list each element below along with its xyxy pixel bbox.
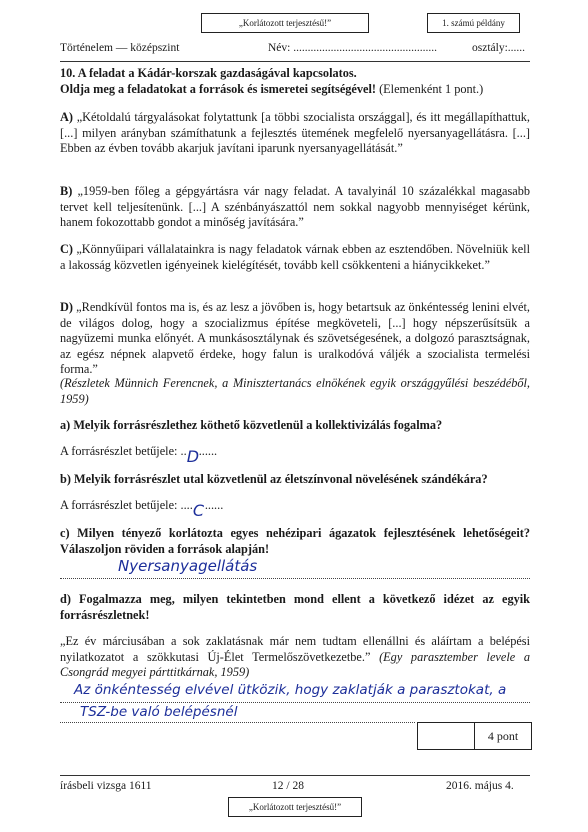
page-number: 12 / 28 (272, 780, 304, 792)
answer-b-label (60, 498, 224, 520)
quote-source: (Egy parasztember levele a Csongrád megyei párttitkárnak, 1959) (60, 649, 530, 680)
subject-label: Történelem — középszint (60, 42, 180, 54)
instruction-points: (Elemenként 1 pont.) (376, 82, 484, 96)
answer-d-line-2 (60, 722, 415, 723)
answer-d-handwriting-line2[interactable]: TSZ-be való belépésnél (80, 704, 238, 720)
class-field: osztály:...... (472, 42, 526, 54)
answer-a-handwriting[interactable]: D (186, 447, 200, 466)
answer-c-handwriting[interactable]: Nyersanyagellátás (118, 557, 258, 575)
score-label: 4 pont (487, 729, 519, 743)
score-empty-cell (418, 723, 475, 749)
question-d: d) Fogalmazza meg, milyen tekintetben mond ellent a következő idézet az egyik forrásrészletnek! (60, 592, 530, 622)
footer-restricted-box: „Korlátozott terjesztésű!” (228, 797, 362, 817)
source-letter: C) (60, 242, 73, 256)
header-rule (60, 61, 530, 62)
source-d (60, 300, 530, 378)
source-letter: B) (60, 184, 73, 198)
answer-d-line-1 (60, 702, 530, 703)
question-d-quote (60, 634, 530, 681)
answer-label: A forrásrészlet betűjele: .... (60, 498, 193, 512)
source-text: „Kétoldalú tárgyalásokat folytattunk [a többi szocialista országgal], és itt megállapíthattuk, [...] milyen arányban számíthatunk a fejlesztés ütemének megfelelő nyersanyagellátásra. [...] Ebben az évben tovább akarjuk javítani iparunk nyersanyagellátását.” (60, 110, 530, 156)
source-text: „Rendkívül fontos ma is, és az lesz a jövőben is, hogy betartsuk az önkéntesség lenini elvét, de világos dolog, hogy a szocializmus építése megköveteli, [...] hogy népszerűsítsük a nagyüzemi munka előnyét. A munkásosztálynak és szövetségesének, a dolgozó parasztságnak, az egész népnek alapvető érdeke, hogy falun is uralkodóvá váljék a szocialista termelési forma.” (60, 300, 530, 377)
answer-a-label (60, 444, 218, 466)
answer-dots: ...... (204, 498, 224, 512)
question-b: b) Melyik forrásrészlet utal közvetlenül az életszínvonal növelésének szándékára? (60, 472, 488, 486)
footer-exam-label: írásbeli vizsga 1611 (60, 780, 152, 792)
answer-label: A forrásrészlet betűjele: .. (60, 444, 187, 458)
name-field: Név: .................................................. (268, 42, 437, 54)
instruction-bold: Oldja meg a feladatokat a források és ismeretei segítségével! (60, 82, 376, 96)
answer-b-handwriting[interactable]: C (192, 501, 204, 520)
source-text: „Könnyűipari vállalatainkra is nagy feladatok várnak ebben az esztendőben. Növelniük kell a lakosság közvetlen igényeinek kielégítését, tovább kell csökkenteni a hiánycikkeket.” (60, 242, 530, 272)
score-box (417, 722, 532, 750)
copy-number-box: 1. számú példány (427, 13, 520, 33)
source-letter: D) (60, 300, 73, 314)
quote-text: „Ez év márciusában a sok zaklatásnak már nem tudtam ellenállni és aláírtam a belépési nyilatkozatot a szökkutasi Új-Élet Termelőszövetkezetbe.” (60, 634, 530, 664)
restricted-distribution-box: „Korlátozott terjesztésű!” (201, 13, 369, 33)
answer-d-handwriting-line1[interactable]: Az önkéntesség elvével ütközik, hogy zaklatják a parasztokat, a (74, 682, 507, 698)
task-title: 10. A feladat a Kádár-korszak gazdaságával kapcsolatos. (60, 66, 357, 80)
answer-c-line (60, 578, 530, 579)
question-a: a) Melyik forrásrészlethez köthető közvetlenül a kollektivizálás fogalma? (60, 418, 443, 432)
source-a (60, 110, 530, 157)
task-instruction (60, 82, 530, 98)
source-note: (Részletek Münnich Ferencnek, a Minisztertanács elnökének egyik országgyűlési beszédéből, 1959) (60, 376, 530, 406)
source-b (60, 184, 530, 231)
source-letter: A) (60, 110, 73, 124)
question-c: c) Milyen tényező korlátozta egyes nehézipari ágazatok fejlesztésének lehetőségeit? Válaszoljon röviden a források alapján! (60, 526, 530, 556)
footer-rule (60, 775, 530, 776)
answer-dots: ...... (198, 444, 218, 458)
exam-date: 2016. május 4. (446, 780, 514, 792)
source-c (60, 242, 530, 273)
source-text: „1959-ben főleg a gépgyártásra vár nagy feladat. A tavalyinál 10 százalékkal magasabb tervet kell teljesítenünk. [...] A szénbányászattól nem sokkal nagyobb mennyiséget kérünk, hanem fokozottabb gondot a minőség javítására.” (60, 184, 530, 230)
